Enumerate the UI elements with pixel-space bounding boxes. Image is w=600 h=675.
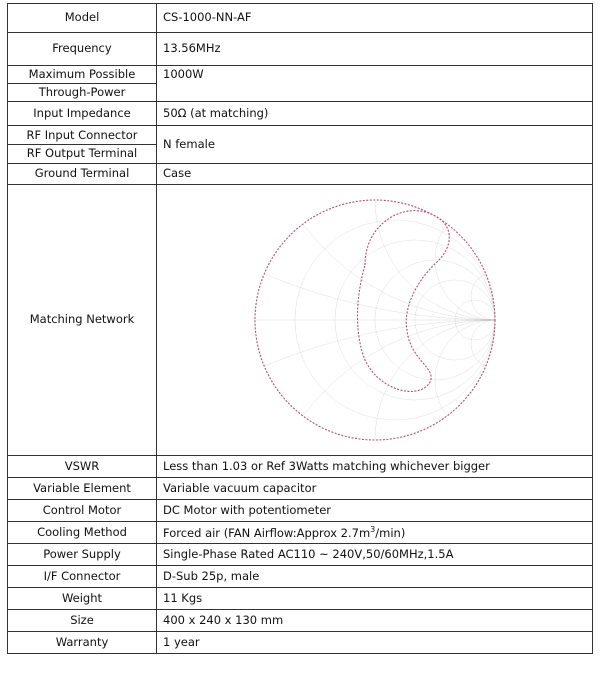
rf-connectors-label bbox=[8, 126, 157, 164]
cooling-value-sup: 3 bbox=[370, 524, 376, 534]
row-frequency bbox=[8, 33, 593, 66]
spec-table bbox=[7, 3, 593, 654]
if-connector-value: D-Sub 25p, male bbox=[157, 566, 593, 588]
if-connector-label: I/F Connector bbox=[8, 566, 157, 588]
input-impedance-value: 50Ω (at matching) bbox=[157, 102, 593, 126]
cooling-value-pre: Forced air (FAN Airflow:Approx 2.7m bbox=[163, 525, 371, 540]
row-warranty bbox=[8, 632, 593, 654]
max-power-label-line2: Through-Power bbox=[38, 84, 126, 99]
row-ground bbox=[8, 164, 593, 185]
row-if-connector bbox=[8, 566, 593, 588]
cooling-value bbox=[157, 522, 593, 544]
smith-chart bbox=[250, 189, 500, 451]
input-impedance-label: Input Impedance bbox=[8, 102, 157, 126]
rf-output-terminal-label: RF Output Terminal bbox=[26, 145, 138, 160]
smith-reactance-arc bbox=[255, 320, 500, 451]
smith-reactance-arc bbox=[375, 189, 500, 320]
row-max-power bbox=[8, 66, 593, 102]
row-vswr bbox=[8, 456, 593, 478]
model-value: CS-1000-NN-AF bbox=[157, 4, 593, 33]
smith-reactance-arc bbox=[471, 320, 500, 368]
size-label: Size bbox=[8, 610, 157, 632]
power-supply-value: Single-Phase Rated AC110 ~ 240V,50/60MHz,1.5A bbox=[157, 544, 593, 566]
variable-element-value: Variable vacuum capacitor bbox=[157, 478, 593, 500]
row-power-supply bbox=[8, 544, 593, 566]
smith-reactance-arc bbox=[435, 200, 500, 320]
model-label: Model bbox=[8, 4, 157, 33]
power-supply-label: Power Supply bbox=[8, 544, 157, 566]
smith-matching-contour bbox=[357, 211, 449, 392]
warranty-label: Warranty bbox=[8, 632, 157, 654]
control-motor-value: DC Motor with potentiometer bbox=[157, 500, 593, 522]
smith-reactance-arc bbox=[435, 320, 500, 440]
size-value: 400 x 240 x 130 mm bbox=[157, 610, 593, 632]
row-input-impedance bbox=[8, 102, 593, 126]
row-cooling bbox=[8, 522, 593, 544]
vswr-label: VSWR bbox=[8, 456, 157, 478]
weight-value: 11 Kgs bbox=[157, 588, 593, 610]
frequency-label: Frequency bbox=[8, 33, 157, 66]
variable-element-label: Variable Element bbox=[8, 478, 157, 500]
rf-input-connector-label: RF Input Connector bbox=[8, 127, 156, 145]
row-model bbox=[8, 4, 593, 33]
smith-reactance-arc bbox=[250, 189, 500, 320]
max-power-label-line1: Maximum Possible bbox=[8, 66, 156, 84]
matching-network-label: Matching Network bbox=[8, 185, 157, 456]
cooling-label: Cooling Method bbox=[8, 522, 157, 544]
row-rf-connectors bbox=[8, 126, 593, 164]
weight-label: Weight bbox=[8, 588, 157, 610]
control-motor-label: Control Motor bbox=[8, 500, 157, 522]
frequency-value: 13.56MHz bbox=[157, 33, 593, 66]
smith-reactance-arc bbox=[250, 320, 500, 451]
row-size bbox=[8, 610, 593, 632]
row-weight bbox=[8, 588, 593, 610]
smith-reactance-arc bbox=[471, 272, 500, 320]
smith-chart-wrap bbox=[157, 189, 592, 451]
rf-connectors-value: N female bbox=[157, 126, 593, 164]
ground-value: Case bbox=[157, 164, 593, 185]
max-power-value: 1000W bbox=[157, 66, 593, 102]
vswr-value: Less than 1.03 or Ref 3Watts matching whichever bigger bbox=[157, 456, 593, 478]
row-variable-element bbox=[8, 478, 593, 500]
cooling-value-post: /min) bbox=[375, 525, 406, 540]
warranty-value: 1 year bbox=[157, 632, 593, 654]
smith-grid bbox=[250, 189, 500, 451]
smith-reactance-arc bbox=[375, 320, 500, 451]
smith-reactance-arc bbox=[255, 189, 500, 320]
matching-network-cell bbox=[157, 185, 593, 456]
row-matching-network bbox=[8, 185, 593, 456]
row-control-motor bbox=[8, 500, 593, 522]
ground-label: Ground Terminal bbox=[8, 164, 157, 185]
max-power-label bbox=[8, 66, 157, 102]
